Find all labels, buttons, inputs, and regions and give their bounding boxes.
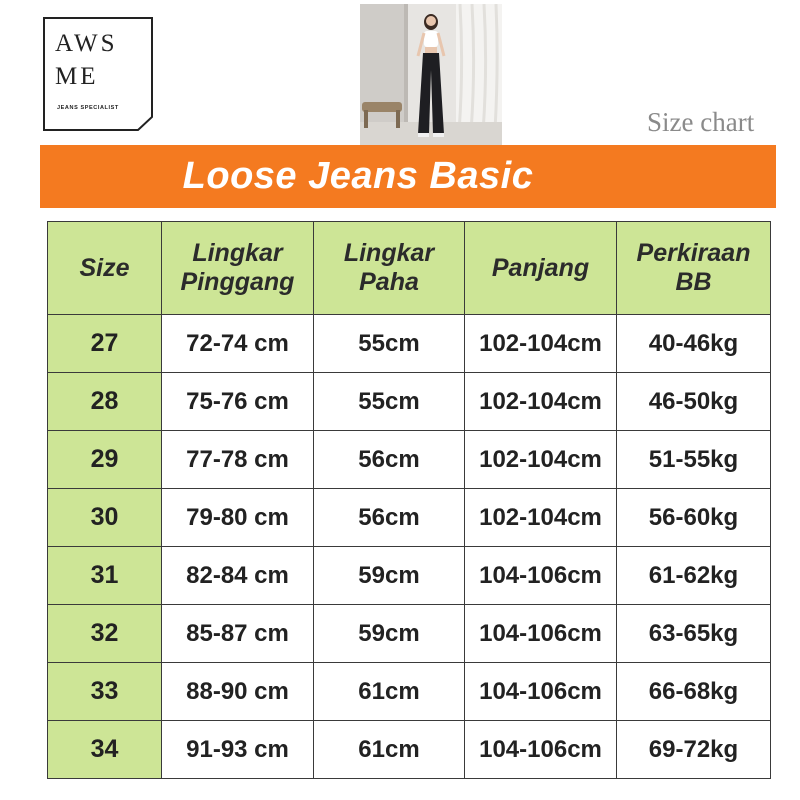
thigh-cell: 61cm — [314, 721, 465, 779]
size-cell: 34 — [48, 721, 162, 779]
table-row — [48, 431, 771, 489]
logo-text-line1: AWS — [55, 30, 118, 57]
length-cell: 104-106cm — [465, 605, 617, 663]
thigh-cell: 59cm — [314, 547, 465, 605]
logo-tagline: JEANS SPECIALIST — [57, 105, 119, 111]
waist-cell: 75-76 cm — [162, 373, 314, 431]
table-row — [48, 373, 771, 431]
thigh-cell: 59cm — [314, 605, 465, 663]
weight-cell: 46-50kg — [617, 373, 771, 431]
length-cell: 104-106cm — [465, 663, 617, 721]
size-cell: 30 — [48, 489, 162, 547]
thigh-cell: 55cm — [314, 315, 465, 373]
logo-text-line2: ME — [55, 63, 99, 90]
length-cell: 104-106cm — [465, 547, 617, 605]
waist-cell: 91-93 cm — [162, 721, 314, 779]
table-row — [48, 663, 771, 721]
waist-cell: 77-78 cm — [162, 431, 314, 489]
weight-cell: 63-65kg — [617, 605, 771, 663]
size-cell: 32 — [48, 605, 162, 663]
header-lingkar-pinggang: Lingkar Pinggang — [162, 222, 314, 315]
size-cell: 27 — [48, 315, 162, 373]
table-row — [48, 605, 771, 663]
length-cell: 102-104cm — [465, 431, 617, 489]
length-cell: 104-106cm — [465, 721, 617, 779]
thigh-cell: 55cm — [314, 373, 465, 431]
table-row — [48, 315, 771, 373]
weight-cell: 51-55kg — [617, 431, 771, 489]
size-table — [47, 221, 771, 779]
thigh-cell: 61cm — [314, 663, 465, 721]
weight-cell: 66-68kg — [617, 663, 771, 721]
thigh-cell: 56cm — [314, 489, 465, 547]
table-row — [48, 721, 771, 779]
size-cell: 28 — [48, 373, 162, 431]
waist-cell: 85-87 cm — [162, 605, 314, 663]
chart-title: Loose Jeans Basic — [182, 155, 534, 197]
product-photo — [360, 4, 502, 145]
length-cell: 102-104cm — [465, 315, 617, 373]
header-size: Size — [48, 222, 162, 315]
length-cell: 102-104cm — [465, 373, 617, 431]
waist-cell: 72-74 cm — [162, 315, 314, 373]
weight-cell: 69-72kg — [617, 721, 771, 779]
size-cell: 33 — [48, 663, 162, 721]
header-perkiraan-bb: Perkiraan BB — [617, 222, 771, 315]
waist-cell: 79-80 cm — [162, 489, 314, 547]
size-cell: 31 — [48, 547, 162, 605]
waist-cell: 88-90 cm — [162, 663, 314, 721]
table-header-row — [48, 222, 771, 315]
weight-cell: 56-60kg — [617, 489, 771, 547]
brand-logo — [43, 17, 153, 131]
header-panjang: Panjang — [465, 222, 617, 315]
waist-cell: 82-84 cm — [162, 547, 314, 605]
size-chart-label: Size chart — [647, 107, 755, 137]
thigh-cell: 56cm — [314, 431, 465, 489]
table-row — [48, 489, 771, 547]
title-banner — [40, 145, 776, 208]
weight-cell: 61-62kg — [617, 547, 771, 605]
length-cell: 102-104cm — [465, 489, 617, 547]
header-lingkar-paha: Lingkar Paha — [314, 222, 465, 315]
size-cell: 29 — [48, 431, 162, 489]
table-row — [48, 547, 771, 605]
weight-cell: 40-46kg — [617, 315, 771, 373]
